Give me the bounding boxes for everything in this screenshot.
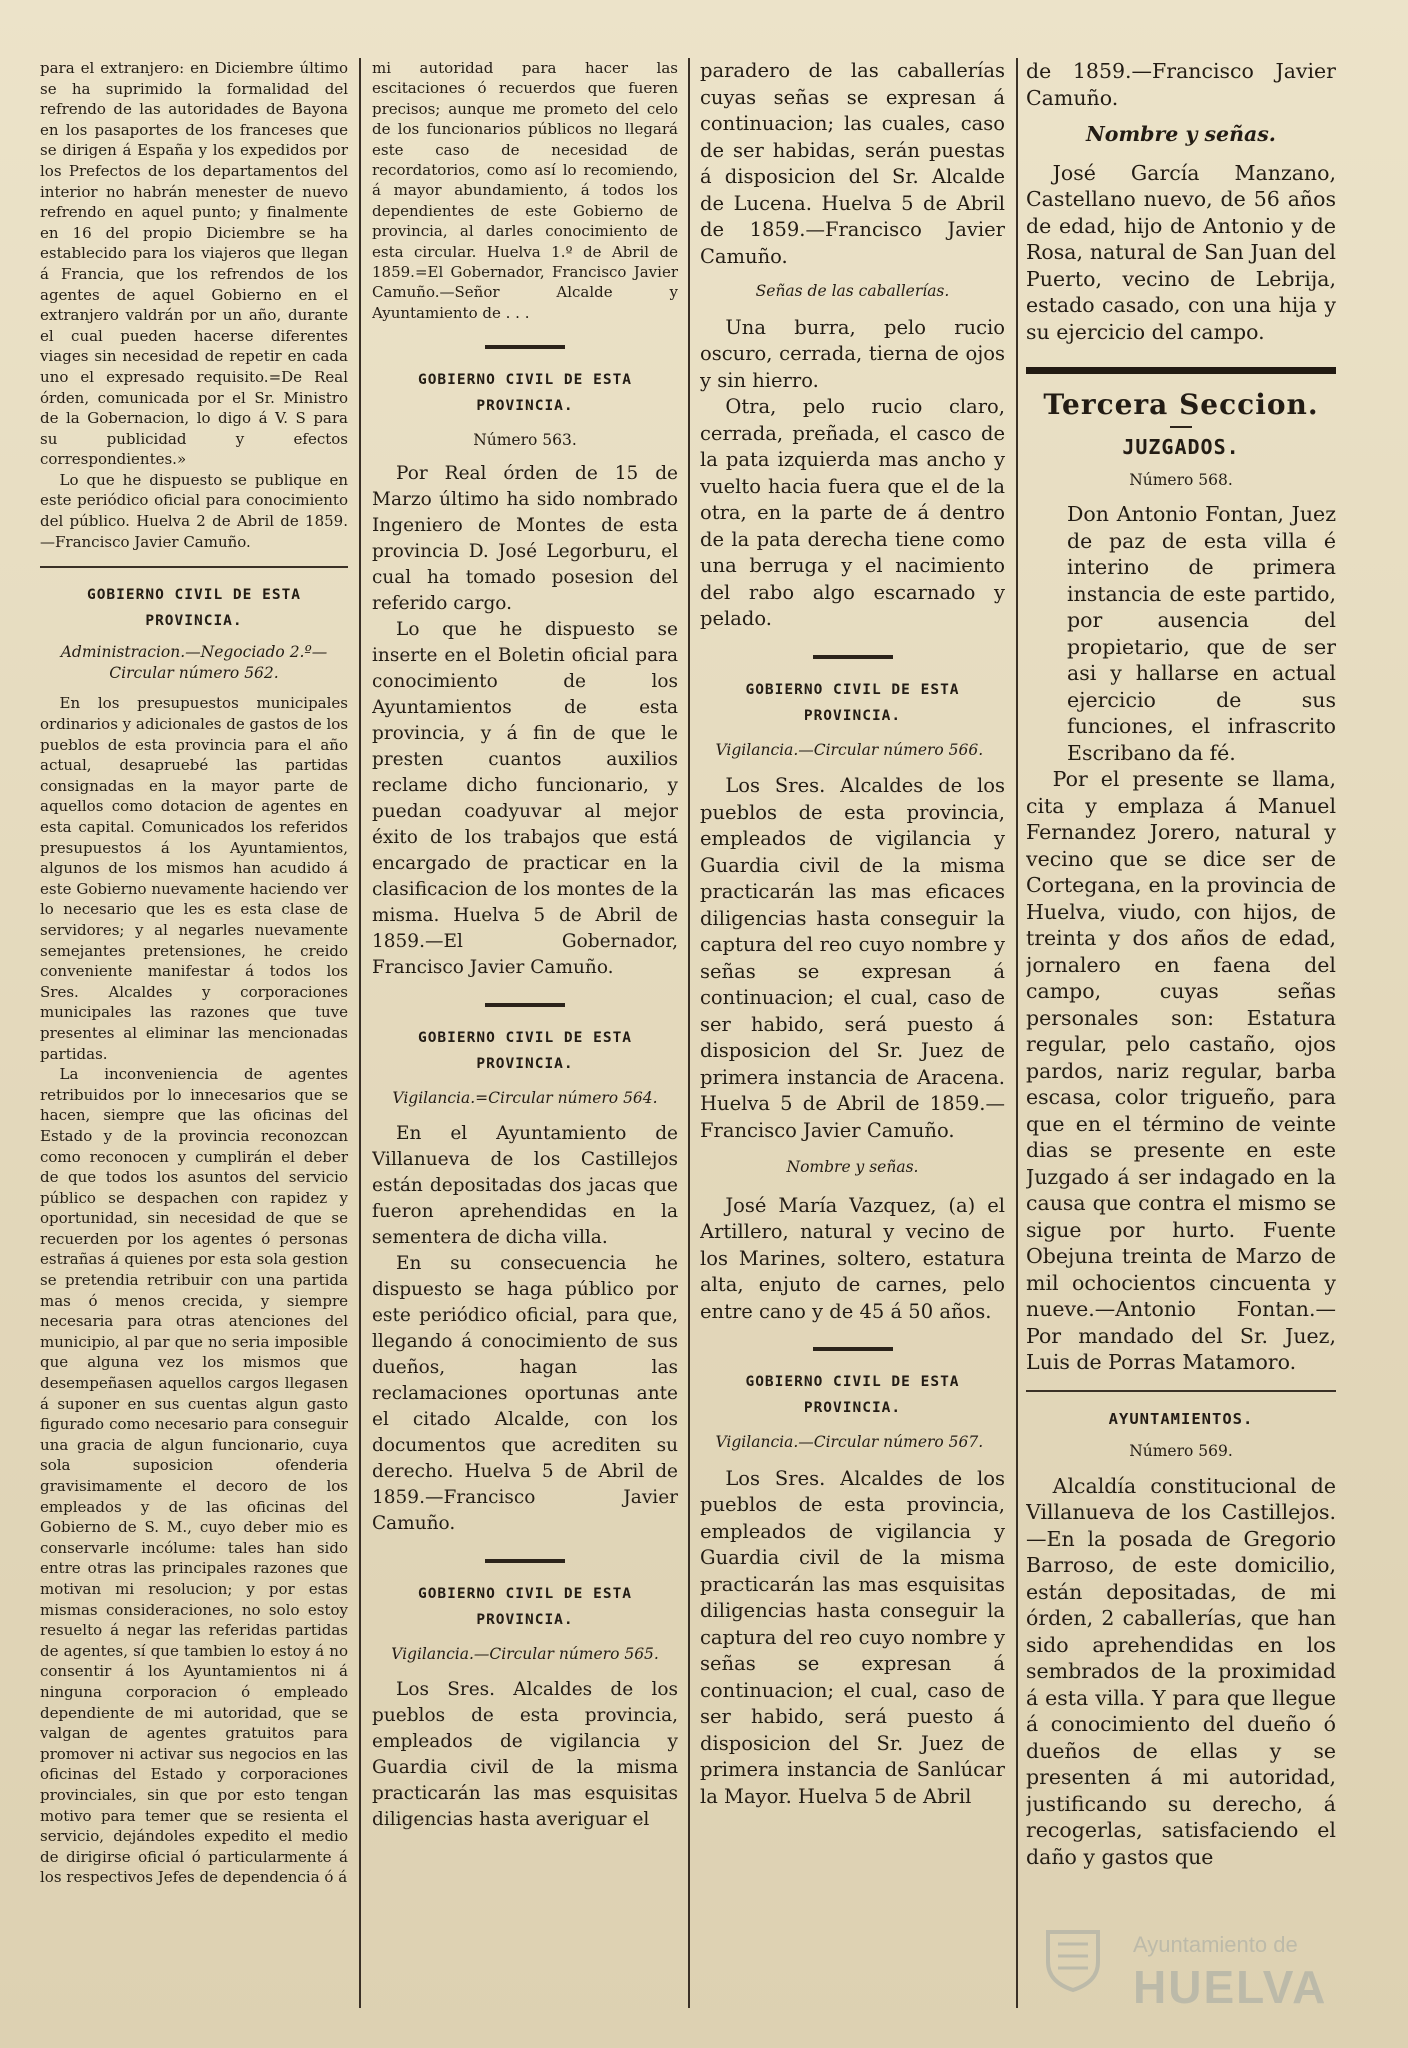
section-header: GOBIERNO CIVIL DE ESTA PROVINCIA. (417, 1586, 633, 1629)
watermark-line1: Ayuntamiento de (1133, 1932, 1298, 1957)
paragraph: de 1859.—Francisco Javier Camuño. (1026, 59, 1336, 110)
subheading: Señas de las caballerías. (755, 282, 950, 300)
paragraph: En los presupuestos municipales ordinarios y adicionales de gastos de los pueblos de esta provincia para el año actual, desapruebé las partidas consignadas en la mayor parte de aquellos como dotacion de agentes en esta capital. Comunicados los referidos presupuestos á los Ayuntamientos, algunos de los mismos han acudido á este Gobierno nuevamente haciendo ver lo necesario que les es esta clase de servidores; y al negarles nuevamente semejantes pretensiones, he creido conveniente manifestar á todos los Sres. Alcaldes y corporaciones municipales las razones que tuve presentes al eliminar las mencionadas partidas. (40, 694, 348, 1063)
paragraph: Lo que he dispuesto se publique en este periódico oficial para conocimiento del público. Huelva 2 de Abril de 1859.—Francisco Javier Camuño. (40, 470, 348, 551)
paragraph: para el extranjero: en Diciembre último se ha suprimido la formalidad del refrendo de las autoridades de Bayona en los pasaportes de los franceses que se dirigen á España y los expedidos por los Prefectos de los departamentos del interior no habrán menester de nuevo refrendo en aquel punto; y finalmente en 16 del propio Diciembre se ha establecido para los viajeros que llegan á Francia, que los refrendos de los agentes de aquel Gobierno en el extranjero valdrán por un año, durante el cual pueden hacerse diferentes viages sin necesidad de repetir en cada uno el expresado requisito.=De Real órden, comunicada por el Sr. Ministro de la Gobernacion, lo digo á V. S para su publicidad y efectos correspondientes.» (40, 59, 348, 469)
column-1 (40, 58, 348, 2008)
column-rule (1016, 58, 1018, 2008)
separator (485, 1559, 565, 1563)
watermark (1038, 1904, 1338, 2024)
notice-number: Número 563. (473, 431, 577, 450)
paragraph: José María Vazquez, (a) el Artillero, natural y vecino de los Marines, soltero, estatura alta, enjuto de carnes, pelo entre cano y de 45 á 50 años. (700, 1193, 1005, 1323)
section-header: JUZGADOS. (1122, 435, 1240, 459)
paragraph: En su consecuencia he dispuesto se haga público por este periódico oficial, para que, llegando á conocimiento de sus dueños, hagan las reclamaciones oportunas ante el citado Alcalde, con los documentos que acrediten su derecho. Huelva 5 de Abril de 1859.—Francisco Javier Camuño. (372, 1253, 678, 1535)
column-rule (688, 58, 690, 2008)
circular-subheading: Vigilancia.—Circular número 565. (391, 1645, 659, 1664)
paragraph: Otra, pelo rucio claro, cerrada, preñada, el casco de la pata izquierda mas ancho y vuelto hacia fuera que el de la otra, en la parte de á dentro de la pata derecha tiene como una berruga y el nacimiento del rabo algo escarnado y pelado. (700, 395, 1005, 630)
section-header: GOBIERNO CIVIL DE ESTA PROVINCIA. (86, 587, 302, 630)
circular-subheading: Vigilancia.=Circular número 564. (392, 1089, 658, 1108)
section-header: GOBIERNO CIVIL DE ESTA PROVINCIA. (745, 1374, 960, 1416)
paragraph: En el Ayuntamiento de Villanueva de los Castillejos están depositadas dos jacas que fueron aprehendidas en la sementera de dicha villa. (372, 1123, 678, 1249)
separator (485, 345, 565, 349)
names-heading: Nombre y señas. (786, 1158, 919, 1176)
names-heading: Nombre y señas. (1086, 122, 1276, 146)
separator (1026, 1390, 1336, 1392)
circular-subheading: Administracion.—Negociado 2.º— Circular número 562. (60, 643, 328, 682)
column-4 (1026, 58, 1336, 2008)
paragraph: La inconveniencia de agentes retribuidos por lo innecesarios que se hacen, siempre que las oficinas del Estado y de la provincia reconozcan como reconocen y cumplirán el deber de que todos los asuntos del servicio público se despachen con rapidez y oportunidad, sin necesidad de que se recuerden por los agentes ó personas estrañas á quienes por esta sola gestion se pretendia retribuir con una partida mas ó menos crecida, y siempre necesaria para otras atenciones del municipio, al par que no seria imposible que alguna vez los mismos que desempeñasen aquellos cargos llegasen á suponer en sus cuentas algun gasto figurado como necesario para conseguir una gracia de algun funcionario, cuya sola suposicion ofenderia gravisimamente el decoro de los empleados y de las oficinas del Gobierno de S. M., cuyo deber mio es conservarle incólume: tales han sido entre otras las principales razones que motivan mi resolucion; y por estas mismas consideraciones, no solo estoy resuelto á negar las referidas partidas de agentes, sí que tambien lo estoy á no consentir á los Ayuntamientos ni á ninguna corporacion ó empleado dependiente de mi autoridad, que se valgan de agentes gratuitos para promover ni activar sus negocios en las oficinas del Estado y corporaciones provinciales, sin que por esto tengan motivo para temer que se resienta el servicio, dejándoles expedito el medio de dirigirse oficial ó particularmente á los respectivos Jefes de dependencia ó á (40, 1065, 348, 1887)
circular-subheading: Vigilancia.—Circular número 566. (715, 740, 984, 759)
section-header: GOBIERNO CIVIL DE ESTA PROVINCIA. (745, 681, 960, 724)
shield-icon (1038, 1924, 1108, 1994)
watermark-line2: HUELVA (1133, 1961, 1328, 2013)
paragraph: Lo que he dispuesto se inserte en el Boletin oficial para conocimiento de los Ayuntamientos de esta provincia, y á fin de que le presten cuantos auxilios reclame dicho funcionario, y puedan coadyuvar al mejor éxito de los trabajos que está encargado de practicar en la clasificacion de los montes de la misma. Huelva 5 de Abril de 1859.—El Gobernador, Francisco Javier Camuño. (372, 619, 678, 979)
separator (813, 1347, 893, 1351)
section-header: GOBIERNO CIVIL DE ESTA PROVINCIA. (417, 372, 633, 415)
notice-number: Número 569. (1129, 1442, 1233, 1460)
paragraph: Los Sres. Alcaldes de los pueblos de esta provincia, empleados de vigilancia y Guardia civil de la misma practicarán las mas esquisitas diligencias hasta conseguir la captura del reo cuyo nombre y señas se expresan á continuacion; el cual, caso de ser habido, será puesto á disposicion del Sr. Juez de primera instancia de Sanlúcar la Mayor. Huelva 5 de Abril (700, 1466, 1005, 1808)
column-rule (359, 58, 361, 2008)
paragraph: Una burra, pelo rucio oscuro, cerrada, tierna de ojos y sin hierro. (700, 315, 1005, 392)
paragraph: paradero de las caballerías cuyas señas se expresan á continuacion; las cuales, caso de ser habidas, serán puestas á disposicion del Sr. Alcalde de Lucena. Huelva 5 de Abril de 1859.—Francisco Javier Camuño. (700, 59, 1005, 268)
separator (1170, 426, 1192, 428)
paragraph: Don Antonio Fontan, Juez de paz de esta villa é interino de primera instancia de este partido, por ausencia del propietario, que de ser asi y hallarse en actual ejercicio de sus funciones, el infrascrito Escribano da fé. (1067, 502, 1336, 765)
paragraph: Por el presente se llama, cita y emplaza á Manuel Fernandez Jorero, natural y vecino que se dice ser de Cortegana, en la provincia de Huelva, viudo, con hijos, de treinta y dos años de edad, jornalero en faena del campo, cuyas señas personales son: Estatura regular, pelo castaño, ojos pardos, nariz regular, barba escasa, color trigueño, para que en el término de veinte dias se presente en este Juzgado á ser indagado en la causa que contra el mismo se sigue por hurto. Fuente Obejuna treinta de Marzo de mil ochocientos cincuenta y nueve.—Antonio Fontan.—Por mandado del Sr. Juez, Luis de Porras Matamoro. (1026, 767, 1336, 1374)
paragraph: Los Sres. Alcaldes de los pueblos de esta provincia, empleados de vigilancia y Guardia civil de la misma practicarán las mas eficaces diligencias hasta conseguir la captura del reo cuyo nombre y señas se expresan á continuacion; el cual, caso de ser habido, será puesto á disposicion del Sr. Juez de primera instancia de Aracena. Huelva 5 de Abril de 1859.—Francisco Javier Camuño. (700, 774, 1005, 1142)
separator (813, 655, 893, 659)
notice-number: Número 568. (1129, 470, 1233, 489)
separator (485, 1003, 565, 1007)
paragraph: Los Sres. Alcaldes de los pueblos de esta provincia, empleados de vigilancia y Guardia civil de la misma practicarán las mas esquisitas diligencias hasta averiguar el (372, 1679, 678, 1831)
paragraph: Por Real órden de 15 de Marzo último ha sido nombrado Ingeniero de Montes de esta provincia D. José Legorburu, el cual ha tomado posesion del referido cargo. (372, 463, 678, 615)
column-3 (700, 58, 1005, 2008)
paragraph: Alcaldía constitucional de Villanueva de los Castillejos.—En la posada de Gregorio Barroso, de este domicilio, están depositadas, de mi órden, 2 caballerías, que han sido aprehendidas en los sembrados de la proximidad á esta villa. Y para que llegue á conocimiento del dueño ó dueños de ellas y se presenten á mi autoridad, justificando su derecho, á recogerlas, satisfaciendo el daño y gastos que (1026, 1473, 1336, 1869)
section-title: Tercera Seccion. (1043, 388, 1319, 421)
paragraph: José García Manzano, Castellano nuevo, de 56 años de edad, hijo de Antonio y de Rosa, natural de San Juan del Puerto, vecino de Lebrija, estado casado, con una hija y su ejercicio del campo. (1026, 160, 1336, 344)
section-header: GOBIERNO CIVIL DE ESTA PROVINCIA. (417, 1030, 633, 1073)
column-2 (372, 58, 678, 2008)
circular-subheading: Vigilancia.—Circular número 567. (715, 1433, 984, 1451)
separator (40, 566, 348, 568)
section-header: AYUNTAMIENTOS. (1108, 1409, 1254, 1428)
separator (1026, 367, 1336, 374)
paragraph: mi autoridad para hacer las escitaciones ó recuerdos que fueren precisos; aunque me prometo del celo de los funcionarios públicos no llegará este caso de necesidad de recordatorios, como así lo recomiendo, á mayor abundamiento, á todos los dependientes de este Gobierno de provincia, al darles conocimiento de esta circular. Huelva 1.º de Abril de 1859.=El Gobernador, Francisco Javier Camuño.—Señor Alcalde y Ayuntamiento de . . . (372, 59, 678, 322)
